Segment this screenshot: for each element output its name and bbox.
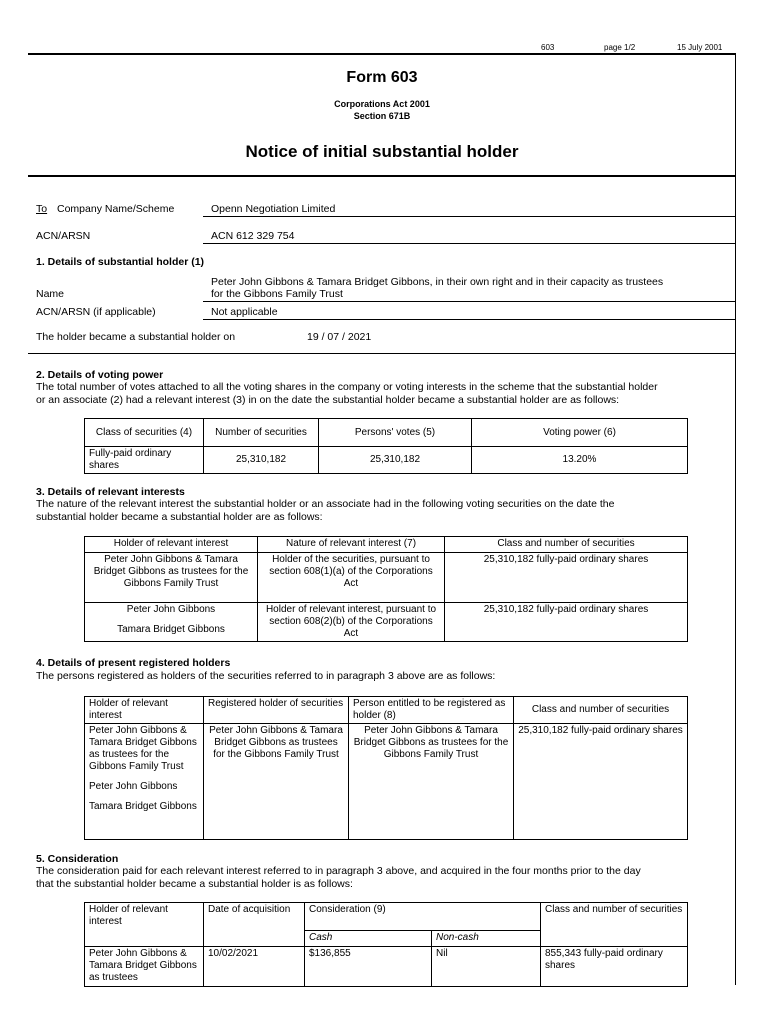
section-1-heading: 1. Details of substantial holder (1): [36, 256, 205, 268]
cell-holder-2: [85, 603, 258, 642]
section-3-intro-1: The nature of the relevant interest the substantial holder or an associate had in the following voting securities on the date the: [36, 498, 615, 510]
cell-number: 25,310,182: [204, 447, 319, 474]
col-number: Number of securities: [204, 419, 319, 447]
section-4-intro: The persons registered as holders of the securities referred to in paragraph 3 above are as follows:: [36, 670, 496, 682]
became-holder-label: The holder became a substantial holder on: [36, 331, 236, 343]
holder-2a: Peter John Gibbons: [126, 604, 216, 615]
right-border: [735, 53, 736, 985]
to-label: To: [36, 203, 48, 215]
cell-nature-2: Holder of relevant interest, pursuant to section 608(2)(b) of the Corporations Act: [258, 603, 445, 642]
col-class-number: Class and number of securities: [514, 697, 688, 724]
cell-class: 855,343 fully-paid ordinary shares: [541, 947, 688, 987]
cell-holders: [85, 724, 204, 840]
holder-2b: Tamara Bridget Gibbons: [117, 624, 225, 635]
holder-name-value-line1: Peter John Gibbons & Tamara Bridget Gibbons, in their own right and in their capacity as trustees: [211, 276, 664, 288]
cell-persons-votes: 25,310,182: [319, 447, 472, 474]
holder-name-underline: [203, 301, 735, 302]
cell-nature-1: Holder of the securities, pursuant to section 608(1)(a) of the Corporations Act: [258, 553, 445, 603]
col-cash: Cash: [305, 931, 432, 947]
section-name: Section 671B: [353, 111, 411, 121]
registered-holders-table: [84, 696, 688, 840]
cell-class-2: 25,310,182 fully-paid ordinary shares: [445, 603, 688, 642]
section-5-heading: 5. Consideration: [36, 853, 119, 865]
section-5-intro-2: that the substantial holder became a substantial holder is as follows:: [36, 878, 353, 890]
col-date: Date of acquisition: [204, 903, 305, 947]
act-name: Corporations Act 2001: [334, 99, 430, 109]
col-persons-votes: Persons' votes (5): [319, 419, 472, 447]
acn-label: ACN/ARSN: [36, 230, 91, 242]
holder-name-value-line2: for the Gibbons Family Trust: [211, 288, 343, 300]
top-rule: [28, 53, 736, 55]
section-4-heading: 4. Details of present registered holders: [36, 657, 231, 669]
company-name-underline: [203, 216, 735, 217]
section-3-heading: 3. Details of relevant interests: [36, 486, 185, 498]
col-nature: Nature of relevant interest (7): [258, 537, 445, 553]
cell-holder: Peter John Gibbons & Tamara Bridget Gibbons as trustees: [85, 947, 204, 987]
col-class-number: Class and number of securities: [541, 903, 688, 947]
cell-holder-1: Peter John Gibbons & Tamara Bridget Gibbons as trustees for the Gibbons Family Trust: [85, 553, 258, 603]
col-holder: Holder of relevant interest: [85, 697, 204, 724]
section-2-intro-2: or an associate (2) had a relevant interest (3) in on the date the substantial holder became a substantial holder are as follows:: [36, 394, 620, 406]
cell-class: 25,310,182 fully-paid ordinary shares: [514, 724, 688, 840]
cell-registered: Peter John Gibbons & Tamara Bridget Gibbons as trustees for the Gibbons Family Trust: [204, 724, 349, 840]
title-rule: [28, 175, 736, 177]
cell-cash: $136,855: [305, 947, 432, 987]
form-title: Form 603: [346, 69, 418, 86]
col-non-cash: Non-cash: [432, 931, 541, 947]
holder-3: Tamara Bridget Gibbons: [89, 801, 197, 812]
cell-non-cash: Nil: [432, 947, 541, 987]
col-holder: Holder of relevant interest: [85, 537, 258, 553]
holder-acn-label: ACN/ARSN (if applicable): [36, 306, 156, 318]
became-holder-date: 19 / 07 / 2021: [307, 331, 372, 343]
cell-class: Fully-paid ordinary shares: [85, 447, 204, 474]
acn-underline: [203, 243, 735, 244]
notice-title: Notice of initial substantial holder: [245, 142, 519, 161]
col-class-number: Class and number of securities: [445, 537, 688, 553]
col-registered: Registered holder of securities: [204, 697, 349, 724]
col-class: Class of securities (4): [85, 419, 204, 447]
section-2-intro-1: The total number of votes attached to all the voting shares in the company or voting interests in the scheme that the substantial holder: [36, 381, 658, 393]
holder-acn-underline: [203, 319, 735, 320]
col-holder: Holder of relevant interest: [85, 903, 204, 947]
col-entitled: Person entitled to be registered as holder (8): [349, 697, 514, 724]
form-date: 15 July 2001: [677, 43, 723, 52]
company-name-value: Openn Negotiation Limited: [211, 203, 336, 215]
section-2-heading: 2. Details of voting power: [36, 369, 164, 381]
relevant-interests-table: [84, 536, 688, 642]
cell-class-1: 25,310,182 fully-paid ordinary shares: [445, 553, 688, 603]
company-name-label: Company Name/Scheme: [57, 203, 175, 215]
cell-entitled: Peter John Gibbons & Tamara Bridget Gibbons as trustees for the Gibbons Family Trust: [349, 724, 514, 840]
holder-name-label: Name: [36, 288, 65, 300]
section-3-intro-2: substantial holder became a substantial holder are as follows:: [36, 511, 323, 523]
section-5-intro-1: The consideration paid for each relevant interest referred to in paragraph 3 above, and acquired in the four months prior to the day: [36, 865, 641, 877]
voting-power-table: [84, 418, 688, 474]
cell-voting-power: 13.20%: [472, 447, 688, 474]
holder-2: Peter John Gibbons: [89, 781, 178, 792]
col-consideration: Consideration (9): [305, 903, 541, 931]
section-1-rule: [28, 353, 736, 354]
holder-1: Peter John Gibbons & Tamara Bridget Gibbons as trustees for the Gibbons Family Trust: [89, 725, 197, 772]
col-voting-power: Voting power (6): [472, 419, 688, 447]
cell-date: 10/02/2021: [204, 947, 305, 987]
page-number: page 1/2: [604, 43, 636, 52]
form-number: 603: [541, 43, 555, 52]
holder-acn-value: Not applicable: [211, 306, 278, 318]
acn-value: ACN 612 329 754: [211, 230, 295, 242]
consideration-table: [84, 902, 688, 987]
